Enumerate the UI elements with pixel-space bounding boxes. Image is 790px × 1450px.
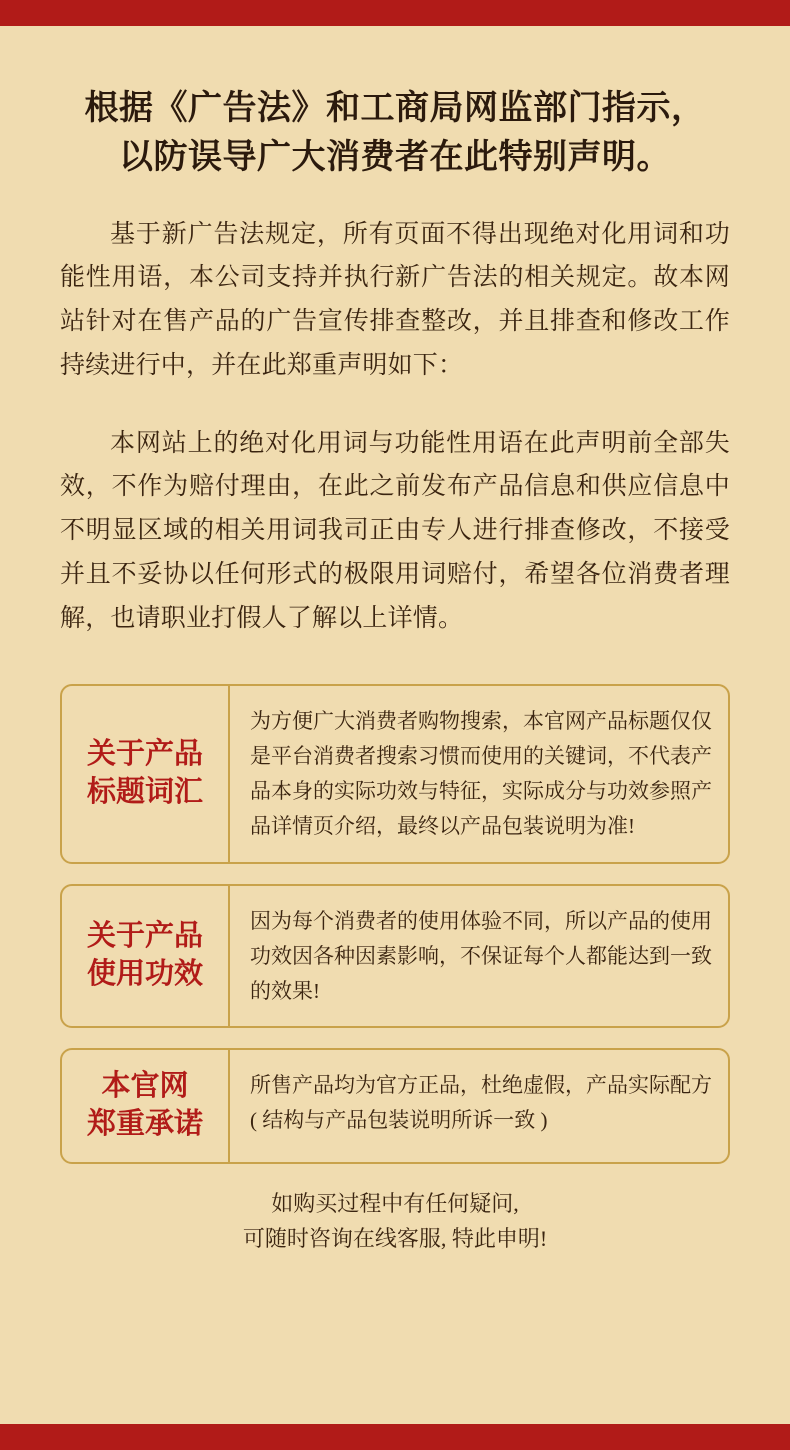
footer-note bbox=[60, 1186, 730, 1256]
footer-line-2: 可随时咨询在线客服, 特此申明! bbox=[242, 1225, 548, 1251]
statement-paragraph-2: 本网站上的绝对化用词与功能性用语在此声明前全部失效，不作为赔付理由，在此之前发布产品信息和供应信息中不明显区域的相关用词我司正由专人进行排查修改，不接受并且不妥协以任何形式的极限用词赔付，希望各位消费者理解，也请职业打假人了解以上详情。 bbox=[60, 429, 730, 632]
statement-card bbox=[60, 1048, 730, 1163]
statement-card-list bbox=[60, 684, 730, 1163]
statement-paragraph-1: 基于新广告法规定，所有页面不得出现绝对化用词和功能性用语，本公司支持并执行新广告法的相关规定。故本网站针对在售产品的广告宣传排查整改，并且排查和修改工作持续进行中，并在此郑重声明如下： bbox=[60, 220, 730, 379]
card-title-line-2: 使用功效 bbox=[86, 958, 203, 991]
page-title-line-2: 以防误导广大消费者在此特别声明。 bbox=[119, 139, 671, 177]
statement-card bbox=[60, 684, 730, 863]
card-title bbox=[62, 1050, 230, 1161]
page-title bbox=[60, 84, 730, 183]
card-title-line-1: 本官网 bbox=[101, 1070, 189, 1103]
card-title-line-1: 关于产品 bbox=[86, 920, 203, 953]
card-title bbox=[62, 886, 230, 1027]
statement-panel bbox=[0, 26, 790, 1424]
card-title-line-2: 标题词汇 bbox=[86, 776, 203, 809]
statement-card bbox=[60, 884, 730, 1029]
card-body: 所售产品均为官方正品，杜绝虚假，产品实际配方( 结构与产品包装说明所诉一致 ) bbox=[250, 1073, 712, 1133]
card-title bbox=[62, 686, 230, 861]
card-title-line-2: 郑重承诺 bbox=[86, 1108, 203, 1141]
footer-line-1: 如购买过程中有任何疑问, bbox=[271, 1190, 519, 1216]
page-title-line-1: 根据《广告法》和工商局网监部门指示， bbox=[84, 90, 706, 127]
card-body: 为方便广大消费者购物搜索，本官网产品标题仅仅是平台消费者搜索习惯而使用的关键词，不代表产品本身的实际功效与特征，实际成分与功效参照产品详情页介绍，最终以产品包装说明为准! bbox=[250, 709, 712, 838]
card-title-line-1: 关于产品 bbox=[86, 738, 203, 771]
card-body: 因为每个消费者的使用体验不同，所以产品的使用功效因各种因素影响，不保证每个人都能达到一致的效果! bbox=[250, 908, 712, 1003]
